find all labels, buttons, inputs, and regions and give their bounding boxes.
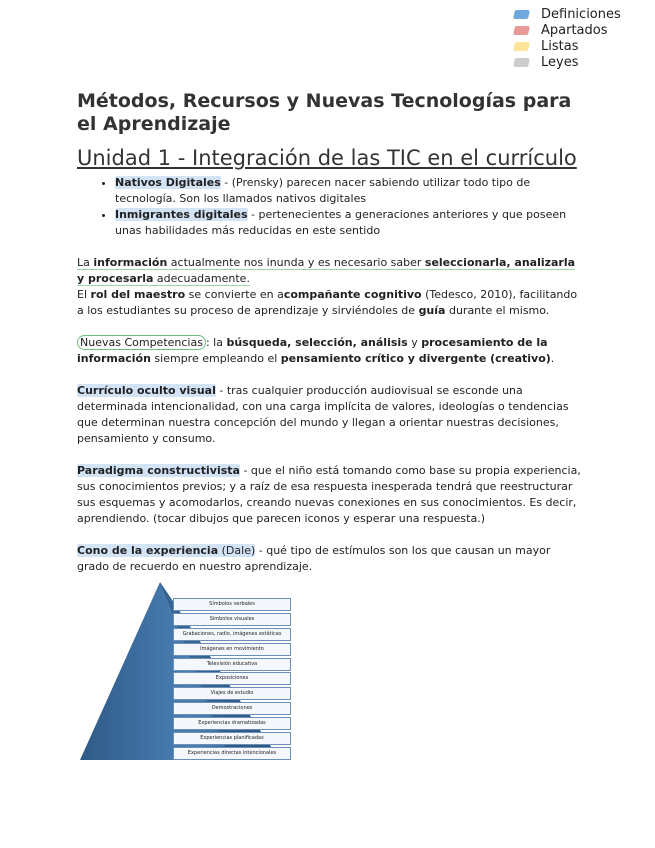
list-item: • Inmigrantes digitales - pertenecientes a generaciones anteriores y que poseen unas habilidades más reducidas en este sentido — [115, 207, 582, 239]
document-body — [77, 90, 582, 575]
definition-term: Paradigma constructivista — [77, 464, 240, 477]
definition-term: Nativos Digitales — [115, 176, 221, 189]
legend-label: Leyes — [541, 54, 579, 70]
legend-item-apartados — [489, 22, 619, 38]
legend-label: Apartados — [541, 22, 608, 38]
cone-level: Viajes de estudio — [173, 687, 291, 700]
cone-level: Símbolos verbales — [173, 598, 291, 611]
cone-levels — [173, 598, 291, 762]
cone-level: Experiencias planificadas — [173, 732, 291, 745]
legend-item-leyes — [489, 54, 619, 70]
listas-swatch — [513, 42, 530, 51]
definition-term: Inmigrantes digitales — [115, 208, 248, 221]
cone-level: Experiencias directas intencionales — [173, 747, 291, 760]
cone-level: Exposiciones — [173, 672, 291, 685]
legend-item-definiciones — [489, 6, 619, 22]
paragraph-informacion: La información actualmente nos inunda y es necesario saber seleccionarla, analizarla y procesarla adecuadamente. — [77, 256, 576, 285]
bullet-list — [77, 175, 582, 239]
leyes-swatch — [513, 58, 530, 67]
page-title: Métodos, Recursos y Nuevas Tecnologías para el Aprendizaje — [77, 90, 572, 135]
definiciones-swatch — [513, 10, 530, 19]
paragraph-cono: Cono de la experiencia (Dale) - qué tipo de estímulos son los que causan un mayor grado de recuerdo en nuestro aprendizaje. — [77, 544, 551, 573]
cone-level: Símbolos visuales — [173, 613, 291, 626]
list-item: • Nativos Digitales - (Prensky) parecen nacer sabiendo utilizar todo tipo de tecnología. Son los llamados nativos digitales — [115, 175, 582, 207]
paragraph-curriculo: Currículo oculto visual - tras cualquier producción audiovisual se esconde una determinada intencionalidad, con una carga implícita de valores, ideologías o tendencias que determinan nuestra concepción del mundo y llegan a orientar nuestras decisiones, pensamiento y consumo. — [77, 384, 569, 445]
paragraph-paradigma: Paradigma constructivista - que el niño está tomando como base su propia experiencia, sus conocimientos previos; y a raíz de esa respuesta inesperada tendrá que reestructurar sus esquemas y acomodarlos, creando nuevas conexiones en sus conocimientos. Es decir, aprendiendo. (tocar dibujos que parecen iconos y esperar una respuesta.) — [77, 464, 581, 525]
legend-label: Definiciones — [541, 6, 621, 22]
paragraph-competencias: Nuevas Competencias : la búsqueda, selección, análisis y procesamiento de la información siempre empleando el pensamiento crítico y divergente (creativo). — [77, 336, 555, 365]
definition-term: Cono de la experiencia (Dale) — [77, 544, 256, 557]
competencias-label: Nuevas Competencias — [77, 335, 206, 350]
legend-label: Listas — [541, 38, 579, 54]
cone-level: Experiencias dramatizadas — [173, 717, 291, 730]
apartados-swatch — [513, 26, 530, 35]
definition-term: Currículo oculto visual — [77, 384, 216, 397]
unit-heading: Unidad 1 - Integración de las TIC en el currículo — [77, 146, 577, 170]
cone-level: Demostraciones — [173, 702, 291, 715]
cone-level: Grabaciones, radio, imágenes estáticas — [173, 628, 291, 641]
cone-level: Imágenes en movimiento — [173, 643, 291, 656]
cone-level: Televisión educativa — [173, 658, 291, 671]
legend-item-listas — [489, 38, 619, 54]
color-legend — [489, 6, 619, 70]
paragraph-rol-maestro: El rol del maestro se convierte en acompañante cognitivo (Tedesco, 2010), facilitando a los estudiantes su proceso de aprendizaje y sirviéndoles de guía durante el mismo. — [77, 288, 578, 317]
